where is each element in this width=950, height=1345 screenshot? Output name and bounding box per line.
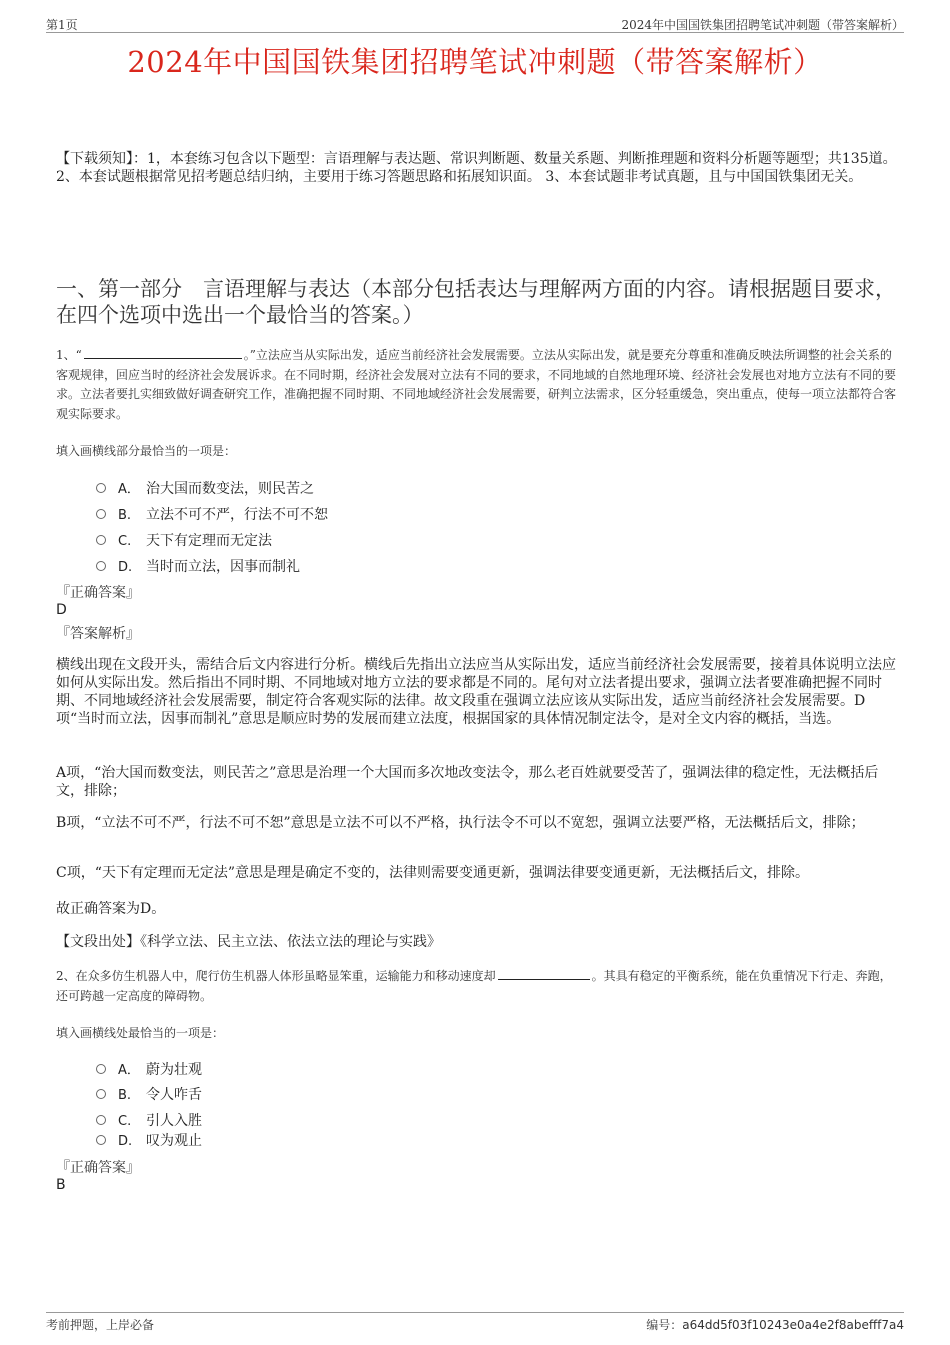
analysis-paragraph: A项，“治大国而数变法，则民苦之”意思是治理一个大国而多次地改变法令，那么老百姓就要受苦了，强调法律的稳定性，无法概括后文，排除；: [56, 765, 879, 799]
option-b[interactable]: B. 立法不可不严，行法不可不恕: [96, 504, 328, 524]
radio-icon[interactable]: [96, 1135, 106, 1145]
option-a[interactable]: A． 蔚为壮观: [96, 1059, 202, 1079]
option-b[interactable]: B. 令人咋舌: [96, 1084, 202, 1104]
question-1-stem: [56, 346, 898, 424]
question-2-stem: [56, 967, 898, 1006]
analysis-paragraph: 横线出现在文段开头，需结合后文内容进行分析。横线后先指出立法应当从实际出发，适应当前经济社会发展需要，接着具体说明立法应如何从实际出发。然后指出不同时期、不同地域对地方立法的要求都是不同的。尾句对立法者提出要求，强调立法者要准确把握不同时期、不同地域经济社会发展需要，制定符合客观实际的法律。故文段重在强调立法应该从实际出发，适应当前经济社会发展需要。D项“当时而立法，因事而制礼”意思是顺应时势的发展而建立法度，根据国家的具体情况制定法令，是对全文内容的概括，当选。: [56, 657, 896, 727]
radio-icon[interactable]: [96, 1115, 106, 1125]
page-number: 第1页: [46, 18, 78, 32]
source-citation: 【文段出处】《科学立法、民主立法、依法立法的理论与实践》: [56, 934, 441, 950]
question-1-blank: [84, 346, 242, 359]
option-c[interactable]: C. 天下有定理而无定法: [96, 530, 272, 550]
page-footer: [46, 1312, 904, 1333]
analysis-paragraph: C项，“天下有定理而无定法”意思是理是确定不变的，法律则需要变通更新，强调法律要变通更新，无法概括后文，排除。: [56, 865, 810, 881]
option-a[interactable]: A． 治大国而数变法，则民苦之: [96, 478, 314, 498]
analysis-paragraph: B项，“立法不可不严，行法不可不恕”意思是立法不可以不严格，执行法令不可以不宽恕，强调立法要严格，无法概括后文，排除；: [56, 815, 865, 831]
section-heading: 一、第一部分 言语理解与表达（本部分包括表达与理解两方面的内容。请根据题目要求，在四个选项中选出一个最恰当的答案。）: [56, 277, 896, 327]
radio-icon[interactable]: [96, 509, 106, 519]
analysis-conclusion: 故正确答案为D。: [56, 901, 166, 917]
option-d[interactable]: D. 叹为观止: [96, 1130, 202, 1150]
radio-icon[interactable]: [96, 483, 106, 493]
option-d[interactable]: D. 当时而立法，因事而制礼: [96, 556, 300, 576]
radio-icon[interactable]: [96, 1064, 106, 1074]
footer-slogan: 考前押题，上岸必备: [46, 1318, 155, 1332]
option-c[interactable]: C. 引人入胜: [96, 1110, 202, 1130]
question-1-text: 。”立法应当从实际出发，适应当前经济社会发展需要。立法从实际出发，就是要充分尊重和准确反映法所调整的社会关系的客观规律，回应当时的经济社会发展诉求。在不同时期，经济社会发展对立法有不同的要求，不同地域的自然地理环境、经济社会发展也对地方立法有不同的要求。立法者要扎实细致做好调查研究工作，准确把握不同时期、不同地域经济社会发展需要，研判立法需求，区分轻重缓急，突出重点，使每一项立法都符合客观实际要求。: [56, 348, 897, 421]
header-doc-title: 2024年中国国铁集团招聘笔试冲刺题（带答案解析）: [621, 18, 904, 32]
question-2-blank: [498, 967, 590, 980]
question-2-text-b: 。其具有稳定的平衡系统，能在负重情况下行走、奔跑，还可跨越一定高度的障碍物。: [56, 969, 892, 1003]
question-1-number: 1、“: [56, 348, 82, 362]
answer-value: B: [56, 1177, 66, 1193]
answer-value: D: [56, 602, 67, 618]
analysis-label: 『答案解析』: [56, 626, 140, 642]
footer-code: 编号：a64dd5f03f10243e0a4e2f8abefff7a4: [646, 1318, 904, 1332]
question-2-text-a: 2、在众多仿生机器人中，爬行仿生机器人体形虽略显笨重，运输能力和移动速度却: [56, 969, 496, 983]
answer-label: 『正确答案』: [56, 1160, 140, 1176]
radio-icon[interactable]: [96, 1089, 106, 1099]
document-title: 2024年中国国铁集团招聘笔试冲刺题（带答案解析）: [127, 45, 823, 79]
question-2-prompt: 填入画横线处最恰当的一项是：: [56, 1026, 225, 1040]
page-header: [46, 14, 904, 33]
answer-label: 『正确答案』: [56, 585, 140, 601]
radio-icon[interactable]: [96, 561, 106, 571]
download-notice: 【下载须知】：1，本套练习包含以下题型：言语理解与表达题、常识判断题、数量关系题、判断推理题和资料分析题等题型；共135道。 2、本套试题根据常见招考题总结归纳，主要用于练习答题思路和拓展知识面。 3、本套试题非考试真题，且与中国国铁集团无关。: [56, 151, 897, 185]
radio-icon[interactable]: [96, 535, 106, 545]
question-1-prompt: 填入画横线部分最恰当的一项是：: [56, 444, 237, 458]
